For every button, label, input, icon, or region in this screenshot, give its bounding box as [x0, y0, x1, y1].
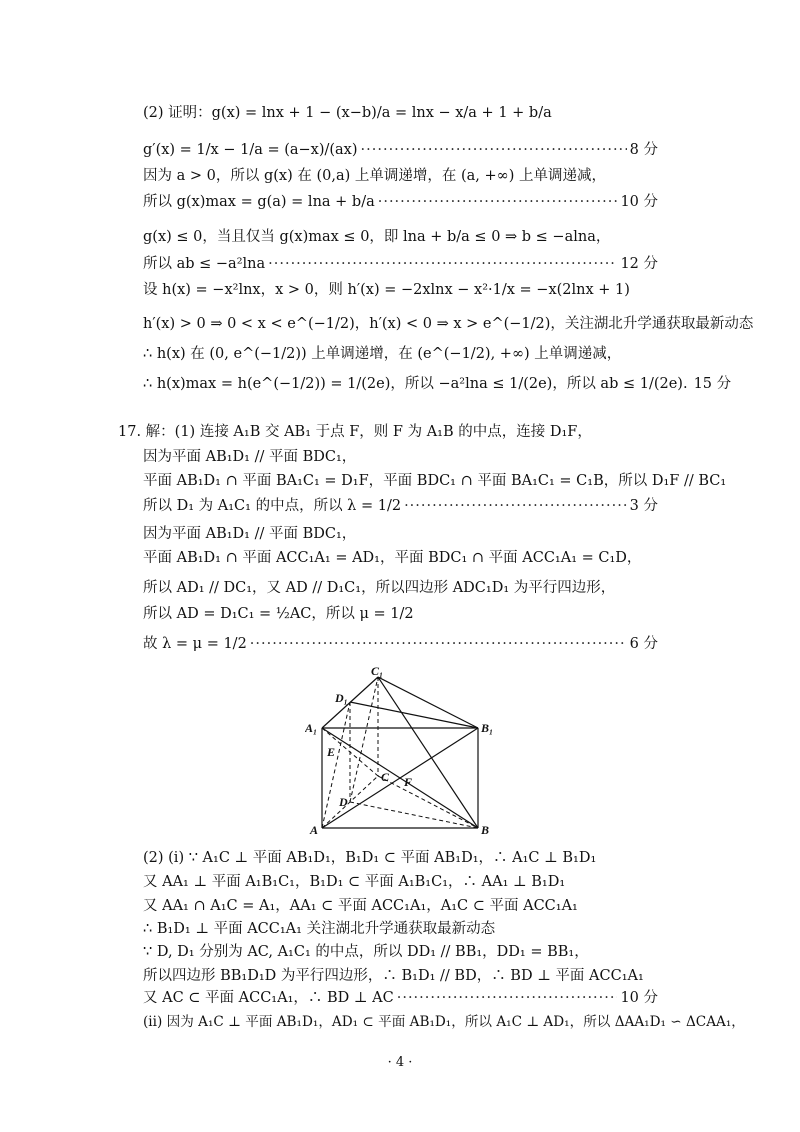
- proof-line-6: [143, 254, 658, 274]
- score-8: 8 分: [629, 142, 658, 158]
- edge-C1B1: [378, 677, 478, 728]
- leader-dots: [268, 254, 617, 274]
- proof-line-2-text: g′(x) = 1/x − 1/a = (a−x)/(ax): [143, 142, 358, 158]
- page-number: · 4 ·: [387, 1055, 413, 1070]
- problem-17-line-9: [143, 634, 658, 654]
- part2-line-8: (ii) 因为 A₁C ⊥ 平面 AB₁D₁，AD₁ ⊂ 平面 AB₁D₁，所以 A₁C ⊥ AD₁，所以 ΔAA₁D₁ ∽ ΔCAA₁，: [143, 1014, 745, 1030]
- label-C1: C₁: [371, 664, 384, 678]
- proof-line-4-text: 所以 g(x)max = g(a) = lna + b/a: [143, 194, 375, 210]
- proof-line-2: [143, 140, 658, 160]
- score-12: 12 分: [620, 256, 658, 272]
- label-B1: B₁: [481, 721, 494, 735]
- problem-17-line-6: 平面 AB₁D₁ ∩ 平面 ACC₁A₁ = AD₁，平面 BDC₁ ∩ 平面 ACC₁A₁ = C₁D，: [143, 550, 642, 566]
- score-10b: 10 分: [620, 990, 658, 1006]
- part2-line-6: 所以四边形 BB₁D₁D 为平行四边形，∴ B₁D₁ // BD，∴ BD ⊥ 平面 ACC₁A₁: [143, 968, 644, 984]
- proof-line-4: [143, 192, 658, 212]
- problem-17-line-7: 所以 AD₁ // DC₁，又 AD // D₁C₁，所以四边形 ADC₁D₁ 为平行四边形，: [143, 580, 616, 596]
- problem-17-line-1: 17. 解：(1) 连接 A₁B 交 AB₁ 于点 F，则 F 为 A₁B 的中点，连接 D₁F，: [118, 424, 592, 440]
- prism-figure: [305, 664, 505, 844]
- proof-line-6-text: 所以 ab ≤ −a²lna: [143, 256, 266, 272]
- problem-17-line-5: 因为平面 AB₁D₁ // 平面 BDC₁，: [143, 526, 357, 542]
- proof-line-7: 设 h(x) = −x²lnx，x > 0，则 h′(x) = −2xlnx − x²·1/x = −x(2lnx + 1): [143, 282, 630, 298]
- problem-17-line-4-text: 所以 D₁ 为 A₁C₁ 的中点，所以 λ = 1/2: [143, 498, 402, 514]
- label-F: F: [404, 775, 413, 789]
- part2-line-7: [143, 988, 658, 1008]
- leader-dots: [404, 496, 627, 516]
- leader-dots: [378, 192, 618, 212]
- problem-17-line-8: 所以 AD = D₁C₁ = ½AC，所以 μ = 1/2: [143, 606, 414, 622]
- label-C: C: [381, 770, 390, 784]
- proof-line-10-text: ∴ h(x)max = h(e^(−1/2)) = 1/(2e)，所以 −a²lna ≤ 1/(2e)，所以 ab ≤ 1/(2e).: [143, 376, 688, 392]
- part2-line-3: 又 AA₁ ∩ A₁C = A₁，AA₁ ⊂ 平面 ACC₁A₁，A₁C ⊂ 平面 ACC₁A₁: [143, 898, 578, 914]
- part2-line-5: ∵ D, D₁ 分别为 AC, A₁C₁ 的中点，所以 DD₁ // BB₁，DD₁ = BB₁，: [143, 944, 589, 960]
- leader-dots: [361, 140, 627, 160]
- problem-17-line-9-text: 故 λ = μ = 1/2: [143, 636, 247, 652]
- score-15: 15 分: [693, 376, 732, 392]
- proof-line-10: [143, 374, 732, 394]
- label-A1: A₁: [305, 721, 318, 735]
- score-3: 3 分: [629, 498, 658, 514]
- part2-line-7-text: 又 AC ⊂ 平面 ACC₁A₁，∴ BD ⊥ AC: [143, 990, 394, 1006]
- label-D1: D₁: [335, 691, 348, 705]
- edge-CB: [378, 776, 478, 828]
- proof-line-5: g(x) ≤ 0，当且仅当 g(x)max ≤ 0，即 lna + b/a ≤ 0 ⇒ b ≤ −alna，: [143, 229, 611, 245]
- edge-DC1: [350, 677, 378, 802]
- leader-dots: [250, 634, 627, 654]
- proof-line-3: 因为 a > 0，所以 g(x) 在 (0,a) 上单调递增，在 (a, +∞) 上单调递减，: [143, 168, 606, 184]
- leader-dots: [397, 988, 618, 1008]
- label-B: B: [481, 823, 490, 837]
- problem-17-line-2: 因为平面 AB₁D₁ // 平面 BDC₁，: [143, 449, 357, 465]
- label-A: A: [310, 823, 319, 837]
- label-E: E: [327, 745, 336, 759]
- problem-17-line-3: 平面 AB₁D₁ ∩ 平面 BA₁C₁ = D₁F，平面 BDC₁ ∩ 平面 BA₁C₁ = C₁B，所以 D₁F // BC₁: [143, 473, 727, 489]
- edge-C1B: [378, 677, 478, 828]
- problem-17-line-4: [143, 496, 658, 516]
- part2-line-2: 又 AA₁ ⊥ 平面 A₁B₁C₁，B₁D₁ ⊂ 平面 A₁B₁C₁，∴ AA₁ ⊥ B₁D₁: [143, 874, 566, 890]
- proof-line-1: (2) 证明：g(x) = lnx + 1 − (x−b)/a = lnx − x/a + 1 + b/a: [143, 105, 552, 121]
- proof-line-9: ∴ h(x) 在 (0, e^(−1/2)) 上单调递增，在 (e^(−1/2), +∞) 上单调递减，: [143, 346, 622, 362]
- score-10: 10 分: [620, 194, 658, 210]
- proof-line-8: h′(x) > 0 ⇒ 0 < x < e^(−1/2)，h′(x) < 0 ⇒ x > e^(−1/2)，关注湖北升学通获取最新动态: [143, 316, 754, 332]
- edge-AD1: [322, 702, 350, 828]
- edge-D1B1: [350, 702, 478, 728]
- label-D: D: [339, 795, 348, 809]
- score-6: 6 分: [629, 636, 658, 652]
- part2-line-4: ∴ B₁D₁ ⊥ 平面 ACC₁A₁ 关注湖北升学通获取最新动态: [143, 921, 496, 937]
- part2-line-1: (2) (i) ∵ A₁C ⊥ 平面 AB₁D₁，B₁D₁ ⊂ 平面 AB₁D₁，∴ A₁C ⊥ B₁D₁: [143, 850, 597, 866]
